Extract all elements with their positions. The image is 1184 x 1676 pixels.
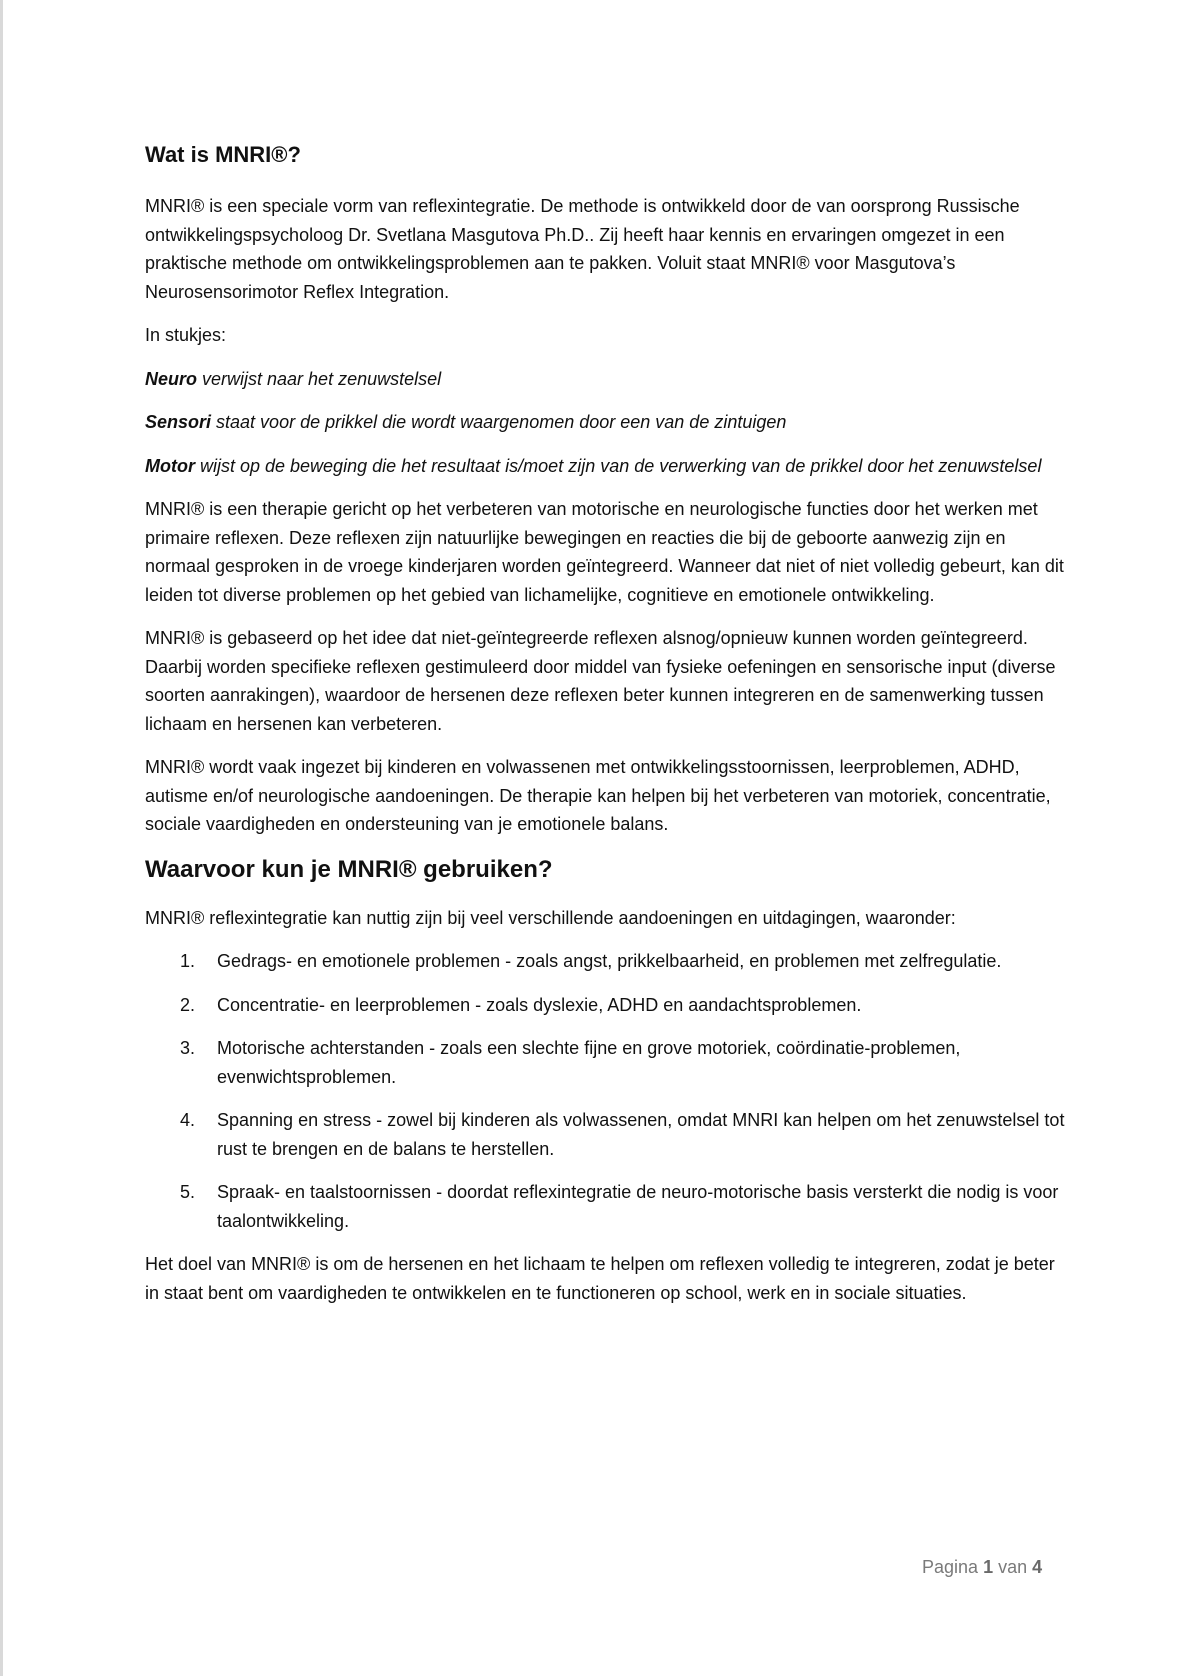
list-item-text: Motorische achterstanden - zoals een slechte fijne en grove motoriek, coördinatie-problemen, evenwichtsproblemen.	[217, 1038, 961, 1087]
list-item-number: 5.	[180, 1182, 196, 1202]
list-item	[145, 991, 1065, 1020]
definition-motor	[145, 452, 1065, 481]
numbered-list	[145, 947, 1065, 1235]
heading-wat-is-mnri: Wat is MNRI®?	[145, 142, 301, 167]
definition-term: Neuro	[145, 368, 198, 389]
basis-paragraph: MNRI® is gebaseerd op het idee dat niet-geïntegreerde reflexen alsnog/opnieuw kunnen worden geïntegreerd. Daarbij worden specifieke reflexen gestimuleerd door middel van fysieke oefeningen en sensorische input (diverse soorten aanrakingen), waardoor de hersenen deze reflexen beter kunnen integreren en de samenwerking tussen lichaam en hersenen kan verbeteren.	[145, 628, 1056, 734]
in-stukjes-label: In stukjes:	[145, 325, 227, 345]
definition-text: verwijst naar het zenuwstelsel	[197, 368, 442, 389]
list-item	[145, 1106, 1065, 1163]
list-item-number: 3.	[180, 1038, 196, 1058]
list-item	[145, 947, 1065, 976]
footer-prefix: Pagina	[922, 1557, 984, 1577]
intro-paragraph: MNRI® is een speciale vorm van reflexintegratie. De methode is ontwikkeld door de van oorsprong Russische ontwikkelingspsycholoog Dr. Svetlana Masgutova Ph.D.. Zij heeft haar kennis en ervaringen omgezet in een praktische methode om ontwikkelingsproblemen aan te pakken. Voluit staat MNRI® voor Masgutova’s Neurosensorimotor Reflex Integration.	[145, 196, 1020, 302]
document-body	[145, 140, 1065, 1322]
definition-term: Sensori	[145, 412, 212, 432]
list-intro: MNRI® reflexintegratie kan nuttig zijn bij veel verschillende aandoeningen en uitdagingen, waaronder:	[145, 907, 956, 928]
list-item	[145, 1034, 1065, 1091]
definition-term: Motor	[145, 455, 195, 476]
therapy-paragraph: MNRI® is een therapie gericht op het verbeteren van motorische en neurologische functies door het werken met primaire reflexen. Deze reflexen zijn natuurlijke bewegingen en reacties die bij de geboorte aanwezig zijn en normaal gesproken in de vroege kinderjaren worden geïntegreerd. Wanneer dat niet of niet volledig gebeurt, kan dit leiden tot diverse problemen op het gebied van lichamelijke, cognitieve en emotionele ontwikkeling.	[145, 499, 1064, 605]
list-item	[145, 1178, 1065, 1235]
definition-sensori	[145, 408, 1065, 437]
list-item-number: 4.	[180, 1110, 196, 1130]
footer-current-page: 1	[983, 1557, 994, 1577]
list-item-number: 2.	[180, 994, 196, 1015]
footer-total-pages: 4	[1032, 1557, 1043, 1577]
usage-paragraph: MNRI® wordt vaak ingezet bij kinderen en volwassenen met ontwikkelingsstoornissen, leerproblemen, ADHD, autisme en/of neurologische aandoeningen. De therapie kan helpen bij het verbeteren van motoriek, concentratie, sociale vaardigheden en ondersteuning van je emotionele balans.	[145, 757, 1051, 834]
list-item-text: Concentratie- en leerproblemen - zoals dyslexie, ADHD en aandachtsproblemen.	[217, 994, 862, 1015]
list-item-number: 1.	[180, 951, 196, 971]
definition-text: staat voor de prikkel die wordt waargenomen door een van de zintuigen	[211, 412, 787, 432]
page-number-footer	[922, 1557, 1042, 1578]
heading-waarvoor: Waarvoor kun je MNRI® gebruiken?	[145, 855, 553, 883]
list-item-text: Spraak- en taalstoornissen - doordat reflexintegratie de neuro-motorische basis versterkt die nodig is voor taalontwikkeling.	[217, 1182, 1059, 1231]
footer-middle: van	[993, 1557, 1033, 1577]
list-item-text: Spanning en stress - zowel bij kinderen als volwassenen, omdat MNRI kan helpen om het zenuwstelsel tot rust te brengen en de balans te herstellen.	[217, 1110, 1065, 1159]
conclusion-paragraph: Het doel van MNRI® is om de hersenen en het lichaam te helpen om reflexen volledig te integreren, zodat je beter in staat bent om vaardigheden te ontwikkelen en te functioneren op school, werk en in sociale situaties.	[145, 1254, 1055, 1303]
page-edge	[0, 0, 3, 1676]
definition-text: wijst op de beweging die het resultaat is/moet zijn van de verwerking van de prikkel door het zenuwstelsel	[194, 455, 1042, 476]
definition-neuro	[145, 365, 1065, 394]
list-item-text: Gedrags- en emotionele problemen - zoals angst, prikkelbaarheid, en problemen met zelfregulatie.	[217, 951, 1002, 971]
